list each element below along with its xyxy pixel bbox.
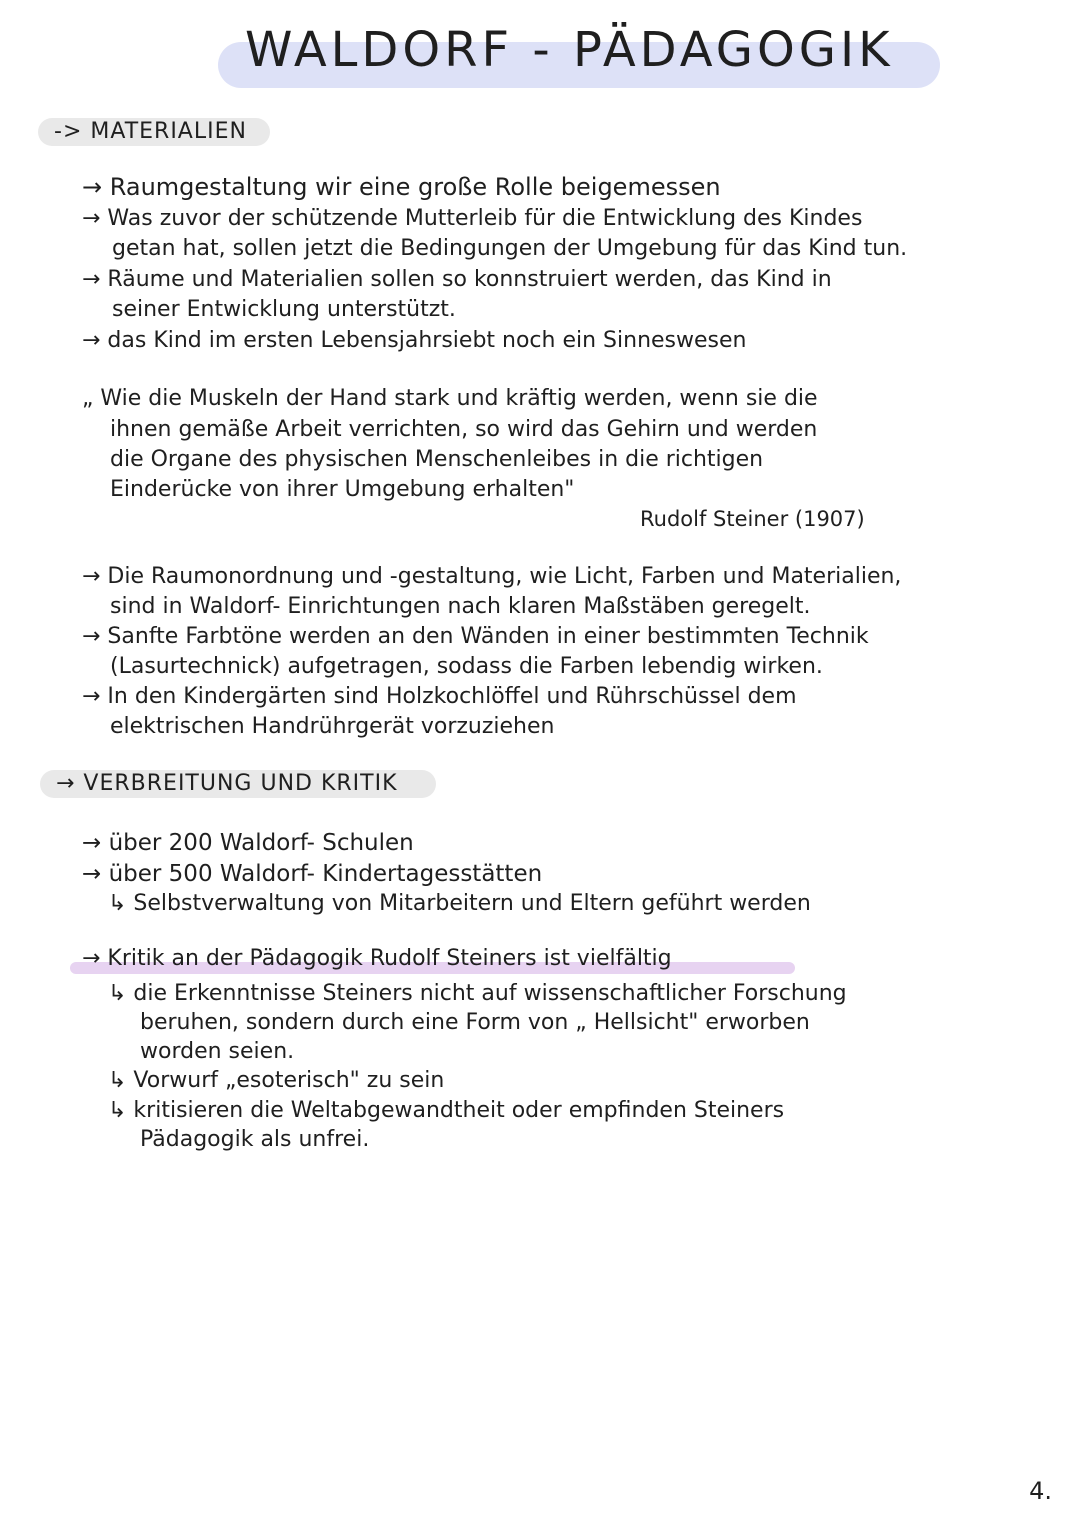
- quote-line: ihnen gemäße Arbeit verrichten, so wird das Gehirn und werden: [110, 417, 818, 442]
- list-item: sind in Waldorf- Einrichtungen nach klaren Maßstäben geregelt.: [110, 594, 811, 619]
- list-item: → Kritik an der Pädagogik Rudolf Steiners ist vielfältig: [82, 946, 672, 971]
- list-item: (Lasurtechnick) aufgetragen, sodass die Farben lebendig wirken.: [110, 654, 823, 679]
- section-heading-materialien: -> MATERIALIEN: [54, 119, 247, 144]
- list-item: → über 200 Waldorf- Schulen: [82, 830, 414, 856]
- list-item: → das Kind im ersten Lebensjahrsiebt noch ein Sinneswesen: [82, 328, 747, 353]
- page-title: WALDORF - PÄDAGOGIK: [245, 22, 894, 78]
- quote-line: Einderücke von ihrer Umgebung erhalten": [110, 477, 575, 502]
- list-item: → Räume und Materialien sollen so konnstruiert werden, das Kind in: [82, 267, 832, 292]
- list-item: ↳ die Erkenntnisse Steiners nicht auf wissenschaftlicher Forschung: [108, 981, 847, 1006]
- list-item: getan hat, sollen jetzt die Bedingungen der Umgebung für das Kind tun.: [112, 236, 908, 261]
- list-item: → In den Kindergärten sind Holzkochlöffel und Rührschüssel dem: [82, 684, 797, 709]
- quote-author: Rudolf Steiner (1907): [640, 507, 865, 531]
- list-item: ↳ Vorwurf „esoterisch" zu sein: [108, 1068, 445, 1093]
- list-item: elektrischen Handrührgerät vorzuziehen: [110, 714, 555, 739]
- list-item: worden seien.: [140, 1039, 295, 1064]
- quote-line: die Organe des physischen Menschenleibes in die richtigen: [110, 447, 764, 472]
- list-item: seiner Entwicklung unterstützt.: [112, 297, 456, 322]
- list-item: → Die Raumonordnung und -gestaltung, wie Licht, Farben und Materialien,: [82, 564, 902, 589]
- list-item: → über 500 Waldorf- Kindertagesstätten: [82, 861, 543, 887]
- list-item: → Sanfte Farbtöne werden an den Wänden in einer bestimmten Technik: [82, 624, 869, 649]
- list-item: ↳ kritisieren die Weltabgewandtheit oder empfinden Steiners: [108, 1098, 785, 1123]
- list-item: ↳ Selbstverwaltung von Mitarbeitern und Eltern geführt werden: [108, 891, 811, 916]
- page-number: 4.: [1029, 1477, 1052, 1505]
- section-heading-verbreitung: → VERBREITUNG UND KRITIK: [56, 771, 398, 796]
- quote-line: „ Wie die Muskeln der Hand stark und kräftig werden, wenn sie die: [82, 386, 818, 411]
- list-item: beruhen, sondern durch eine Form von „ Hellsicht" erworben: [140, 1010, 810, 1035]
- list-item: Pädagogik als unfrei.: [140, 1127, 370, 1152]
- list-item: → Was zuvor der schützende Mutterleib für die Entwicklung des Kindes: [82, 206, 863, 231]
- list-item: → Raumgestaltung wir eine große Rolle beigemessen: [82, 173, 721, 201]
